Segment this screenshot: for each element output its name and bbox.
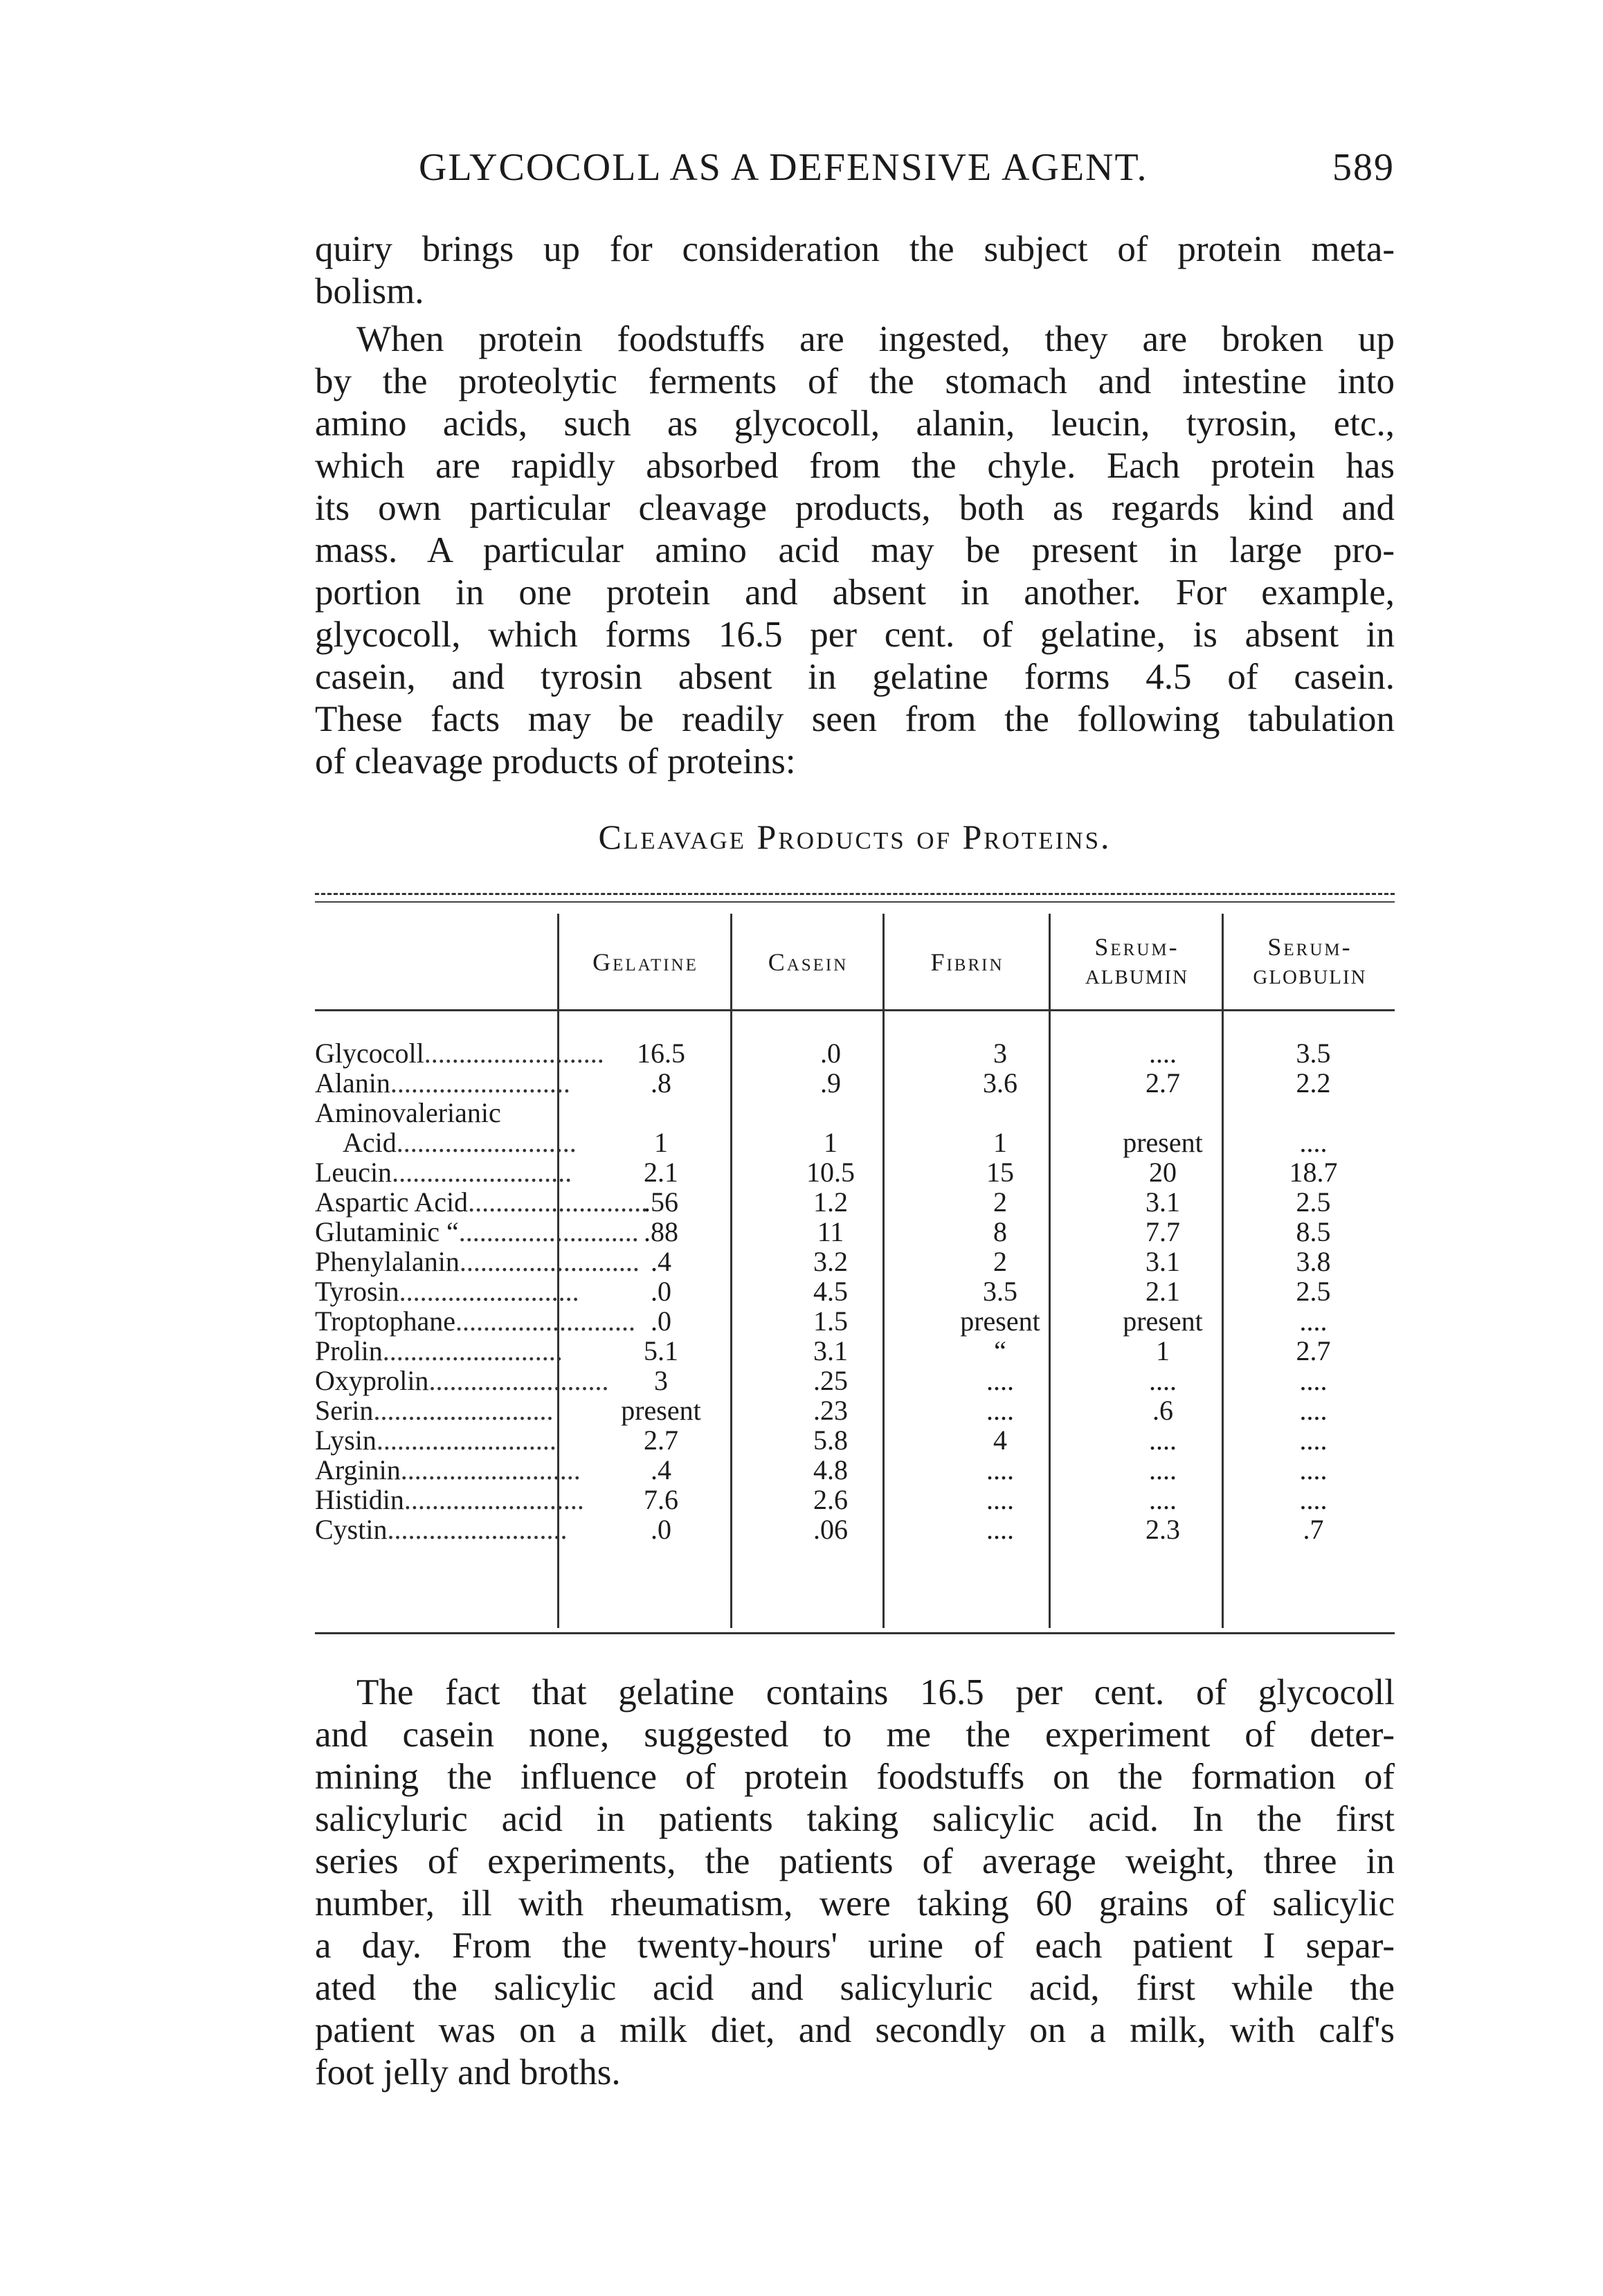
table-cell: “	[994, 1335, 1006, 1366]
table-cell: 1	[993, 1127, 1007, 1158]
table-cell: 1	[1156, 1335, 1170, 1366]
text-line: glycocoll, which forms 16.5 per cent. of gelatine, is absent in	[315, 615, 1395, 655]
text-line: These facts may be readily seen from the following tabulation	[315, 699, 1395, 739]
column-header-serum-albumin: Serum- ALBUMIN	[1085, 933, 1189, 988]
table-cell: 4.5	[813, 1276, 848, 1307]
row-label	[315, 1246, 640, 1277]
table-cell: 2.5	[1296, 1276, 1331, 1307]
table-row	[315, 1187, 1395, 1217]
row-label-text: Aminovalerianic	[315, 1097, 501, 1128]
table-cell: 3.1	[1145, 1246, 1180, 1277]
table-row	[315, 1455, 1395, 1485]
leader-dots: ..........................	[468, 1186, 649, 1218]
table-cell: 5.8	[813, 1425, 848, 1456]
table-row	[315, 1217, 1395, 1247]
text-line: The fact that gelatine contains 16.5 per cent. of glycocoll	[356, 1672, 1395, 1712]
row-label	[315, 1454, 581, 1485]
table-cell: 11	[817, 1216, 844, 1247]
row-label-text: Alanin	[315, 1067, 390, 1099]
row-label-text: Aspartic Acid	[315, 1186, 469, 1218]
text-line: portion in one protein and absent in another. For example,	[315, 572, 1395, 613]
row-label-text: Tyrosin	[315, 1276, 399, 1307]
text-line: series of experiments, the patients of average weight, three in	[315, 1841, 1395, 1881]
table-row	[315, 1038, 1395, 1068]
text-line: its own particular cleavage products, both as regards kind and	[315, 488, 1395, 528]
text-line: of cleavage products of proteins:	[315, 741, 796, 781]
row-label-text: Histidin	[315, 1484, 404, 1515]
table-cell: 3.5	[983, 1276, 1017, 1307]
table-title: Cleavage Products of Proteins.	[598, 817, 1112, 856]
row-label	[315, 1514, 568, 1545]
table-cell: 2.7	[644, 1425, 678, 1456]
table-row	[315, 1366, 1395, 1395]
paragraph-intro	[315, 228, 1395, 313]
table-cell: 8	[993, 1216, 1007, 1247]
table-cell: 3.6	[983, 1067, 1017, 1099]
table-cell: 20	[1149, 1157, 1177, 1188]
table-row	[315, 1157, 1395, 1187]
leader-dots: ..........................	[390, 1067, 570, 1099]
table-cell: 3.1	[813, 1335, 848, 1366]
table-cell: 1.2	[813, 1186, 848, 1218]
table-cell: 16.5	[637, 1038, 685, 1069]
table-cell: present	[1123, 1305, 1203, 1337]
table-cell: ....	[1299, 1395, 1328, 1426]
table-cell: .0	[651, 1305, 671, 1337]
text-line: bolism.	[315, 271, 424, 311]
text-line: foot jelly and broths.	[315, 2052, 621, 2092]
table-cell: 2	[993, 1246, 1007, 1277]
table-cell: 3.5	[1296, 1038, 1331, 1069]
leader-dots: ..........................	[459, 1246, 640, 1277]
table-cell: 2.3	[1145, 1514, 1180, 1545]
table-cell: 2.5	[1296, 1186, 1331, 1218]
table-cell: ....	[1299, 1365, 1328, 1396]
paragraph-protein-foodstuffs	[315, 318, 1395, 783]
table-cell: 2.6	[813, 1484, 848, 1515]
row-label-text: Phenylalanin	[315, 1246, 460, 1277]
table-cell: ....	[1299, 1425, 1328, 1456]
table-row	[315, 1425, 1395, 1455]
table-cell: ....	[1299, 1127, 1328, 1158]
table-row	[315, 1515, 1395, 1544]
table-cell: ....	[986, 1395, 1014, 1426]
leader-dots: ..........................	[424, 1038, 604, 1069]
table-cell: 3.1	[1145, 1186, 1180, 1218]
table-row	[315, 1128, 1395, 1157]
row-label	[315, 1186, 649, 1218]
table-cell: 3	[654, 1365, 668, 1396]
table-cell: .9	[820, 1067, 841, 1099]
table-row	[315, 1276, 1395, 1306]
table-cell: .7	[1303, 1514, 1324, 1545]
row-label	[315, 1425, 557, 1455]
text-line: which are rapidly absorbed from the chyle. Each protein has	[315, 446, 1395, 486]
text-line: by the proteolytic ferments of the stomach and intestine into	[315, 361, 1395, 401]
table-cell: .8	[651, 1067, 671, 1099]
row-label-text: Glycocoll	[315, 1038, 424, 1069]
leader-dots: ..........................	[428, 1365, 609, 1396]
row-label	[315, 1484, 584, 1515]
leader-dots: ..........................	[455, 1305, 635, 1337]
leader-dots: ..........................	[382, 1335, 563, 1366]
table-cell: present	[1123, 1127, 1203, 1158]
text-line: casein, and tyrosin absent in gelatine forms 4.5 of casein.	[315, 657, 1395, 697]
column-header-casein: Casein	[768, 948, 849, 976]
table-row	[315, 1336, 1395, 1366]
running-title: GLYCOCOLL AS A DEFENSIVE AGENT.	[419, 146, 1148, 189]
table-cell: .6	[1152, 1395, 1173, 1426]
page-number: 589	[1332, 146, 1395, 189]
text-line: amino acids, such as glycocoll, alanin, leucin, tyrosin, etc.,	[315, 404, 1395, 444]
table-cell: 7.7	[1145, 1216, 1180, 1247]
paragraph-gelatine-experiment	[315, 1672, 1395, 2094]
table-cell: 2.7	[1296, 1335, 1331, 1366]
row-label	[315, 1395, 557, 1425]
table-top-rule	[315, 893, 1395, 895]
table-cell: 3	[993, 1038, 1007, 1069]
table-row	[315, 1098, 1395, 1128]
table-cell: present	[960, 1305, 1040, 1337]
table-cell: ....	[986, 1365, 1014, 1396]
leader-dots: ..........................	[387, 1514, 568, 1545]
column-header-fibrin: Fibrin	[930, 948, 1004, 976]
text-line: number, ill with rheumatism, were taking 60 grains of salicylic	[315, 1883, 1395, 1924]
table-cell: ....	[986, 1484, 1014, 1515]
text-line: When protein foodstuffs are ingested, they are broken up	[356, 319, 1395, 359]
table-cell: .0	[651, 1276, 671, 1307]
table-top-rule-2	[315, 901, 1395, 903]
row-label	[315, 1157, 572, 1188]
table-cell: .23	[813, 1395, 848, 1426]
table-body	[315, 1038, 1395, 1544]
table-cell: ....	[1299, 1484, 1328, 1515]
row-label	[315, 1067, 570, 1099]
text-line: and casein none, suggested to me the experiment of deter-	[315, 1715, 1395, 1755]
column-header-gelatine: Gelatine	[592, 948, 698, 976]
row-label-text: Arginin	[315, 1454, 401, 1485]
text-line: mass. A particular amino acid may be present in large pro-	[315, 530, 1395, 570]
row-label-text: Troptophane	[315, 1305, 455, 1337]
table-cell: ....	[1299, 1305, 1328, 1337]
table-cell: 2.1	[1145, 1276, 1180, 1307]
row-label	[315, 1276, 579, 1307]
table-cell: 7.6	[644, 1484, 678, 1515]
text-line: ated the salicylic acid and salicyluric acid, first while the	[315, 1968, 1395, 2008]
table-cell: 18.7	[1289, 1157, 1338, 1188]
row-label-text: Glutaminic “	[315, 1216, 459, 1247]
row-label	[315, 1127, 577, 1158]
table-cell: 3.8	[1296, 1246, 1331, 1277]
table-cell: 4	[993, 1425, 1007, 1456]
table-cell: .56	[644, 1186, 678, 1218]
row-label-text: Leucin	[315, 1157, 392, 1188]
table-cell: .0	[651, 1514, 671, 1545]
table-row	[315, 1068, 1395, 1098]
table-row	[315, 1395, 1395, 1425]
row-label	[315, 1305, 635, 1337]
table-cell: ....	[1299, 1454, 1328, 1485]
row-label	[315, 1335, 563, 1366]
row-label-text: Oxyprolin	[315, 1365, 429, 1396]
table-cell: 4.8	[813, 1454, 848, 1485]
table-cell: ....	[1149, 1454, 1177, 1485]
table-cell: .4	[651, 1454, 671, 1485]
table-cell: ....	[1149, 1365, 1177, 1396]
table-bottom-rule	[315, 1632, 1395, 1634]
table-cell: 2	[993, 1186, 1007, 1218]
leader-dots: ..........................	[392, 1157, 572, 1188]
table-header-rule	[315, 1009, 1395, 1011]
table-cell: 3.2	[813, 1246, 848, 1277]
row-label	[315, 1216, 639, 1247]
table-cell: present	[621, 1395, 701, 1426]
leader-dots: ..........................	[404, 1484, 584, 1515]
leader-dots: ..........................	[376, 1425, 556, 1456]
table-cell: .4	[651, 1246, 671, 1277]
table-cell: .0	[820, 1038, 841, 1069]
table-cell: .88	[644, 1216, 678, 1247]
table-cell: .25	[813, 1365, 848, 1396]
table-cell: 1	[654, 1127, 668, 1158]
table-cell: ....	[1149, 1425, 1177, 1456]
row-label-text: Serin	[315, 1395, 374, 1426]
table-cell: 5.1	[644, 1335, 678, 1366]
table-cell: 2.7	[1145, 1067, 1180, 1099]
leader-dots: ..........................	[373, 1395, 554, 1426]
leader-dots: ..........................	[400, 1454, 581, 1485]
table-cell: ....	[986, 1454, 1014, 1485]
text-line: quiry brings up for consideration the subject of protein meta-	[315, 229, 1395, 269]
text-line: a day. From the twenty-hours' urine of each patient I separ-	[315, 1926, 1395, 1966]
table-row	[315, 1306, 1395, 1336]
table-cell: 2.1	[644, 1157, 678, 1188]
row-label-text: Acid	[315, 1127, 397, 1158]
table-cell: 10.5	[806, 1157, 855, 1188]
table-cell: ....	[986, 1514, 1014, 1545]
table-cell: ....	[1149, 1038, 1177, 1069]
leader-dots: ..........................	[399, 1276, 579, 1307]
text-line: salicyluric acid in patients taking salicylic acid. In the first	[315, 1799, 1395, 1839]
table-cell: ....	[1149, 1484, 1177, 1515]
leader-dots: ..........................	[458, 1216, 639, 1247]
row-label-text: Cystin	[315, 1514, 388, 1545]
leader-dots: ..........................	[396, 1127, 577, 1158]
row-label-text: Lysin	[315, 1425, 377, 1456]
table-cell: 1.5	[813, 1305, 848, 1337]
row-label	[315, 1038, 604, 1069]
table-row	[315, 1485, 1395, 1515]
row-label	[315, 1365, 609, 1396]
table-cell: 15	[986, 1157, 1014, 1188]
text-line: mining the influence of protein foodstuffs on the formation of	[315, 1757, 1395, 1797]
column-header-serum-globulin: Serum- GLOBULIN	[1253, 933, 1367, 988]
cleavage-products-table	[315, 893, 1395, 1640]
table-cell: .06	[813, 1514, 848, 1545]
row-label-text: Prolin	[315, 1335, 383, 1366]
running-head	[315, 145, 1395, 194]
table-row	[315, 1247, 1395, 1276]
text-line: patient was on a milk diet, and secondly on a milk, with calf's	[315, 2010, 1395, 2050]
table-cell: 2.2	[1296, 1067, 1331, 1099]
table-cell: 8.5	[1296, 1216, 1331, 1247]
table-cell: 1	[824, 1127, 837, 1158]
row-label	[315, 1098, 557, 1128]
